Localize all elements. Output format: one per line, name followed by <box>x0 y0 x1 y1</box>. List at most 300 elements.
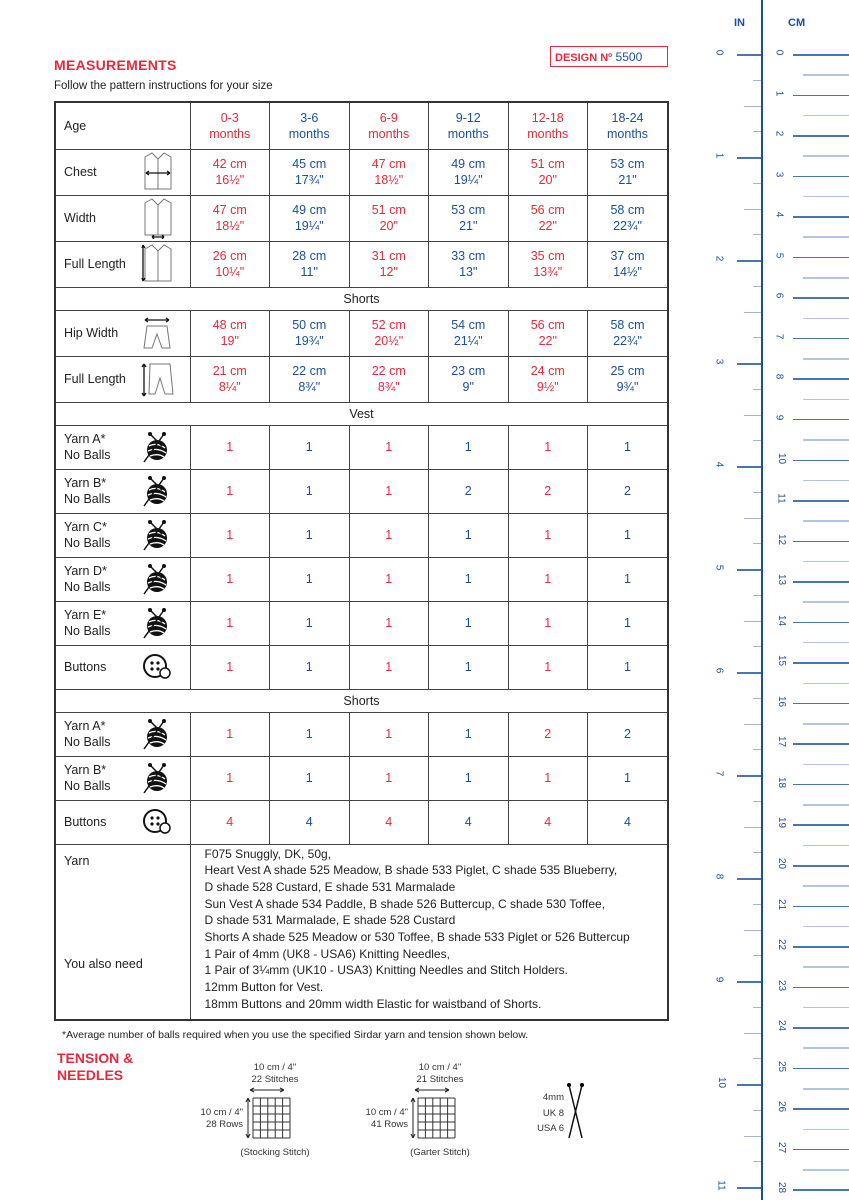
size-unit: months <box>527 126 569 141</box>
size-header <box>588 102 669 149</box>
size-range: 6-9 <box>379 110 398 125</box>
size-range: 0-3 <box>220 110 239 125</box>
section-row <box>55 402 668 425</box>
inch-value: 22¾" <box>613 219 642 233</box>
yarn-ball-icon <box>140 604 174 642</box>
cm-value: 31 cm <box>371 249 406 263</box>
inch-minor-tick <box>753 286 761 287</box>
cm-value: 54 cm <box>451 318 486 332</box>
row-label-text: No Balls <box>64 536 111 550</box>
cm-number: 7 <box>773 333 785 340</box>
inch-value: 13¾" <box>533 265 563 279</box>
inch-minor-tick <box>753 852 761 853</box>
inch-minor-tick <box>753 492 761 493</box>
table-row <box>55 469 668 513</box>
cm-number: 14 <box>776 614 788 626</box>
cm-tick <box>793 946 849 948</box>
design-number: 5500 <box>615 50 643 64</box>
cm-tick <box>793 378 849 380</box>
cm-tick <box>793 216 849 218</box>
size-range: 12-18 <box>531 110 564 125</box>
cm-value: 28 cm <box>292 249 327 263</box>
quantity-cell: 2 <box>508 712 588 756</box>
cm-number: 9 <box>773 414 785 421</box>
yarn-ball-icon <box>140 428 174 466</box>
row-label <box>55 513 190 557</box>
cm-number: 24 <box>776 1020 788 1032</box>
row-label-text: Buttons <box>64 815 107 829</box>
measurement-cell <box>190 149 270 195</box>
row-label <box>55 195 190 241</box>
cm-label: CM <box>788 17 806 29</box>
inch-tick <box>737 672 761 674</box>
quantity-cell: 1 <box>588 756 669 800</box>
measurement-cell <box>508 310 588 356</box>
row-label <box>55 645 190 689</box>
button-icon <box>140 648 174 686</box>
quantity-cell: 1 <box>508 513 588 557</box>
quantity-cell: 1 <box>429 601 509 645</box>
table-row <box>55 800 668 844</box>
inch-minor-tick <box>744 415 761 416</box>
row-label-text: Yarn D* <box>64 564 107 578</box>
cm-half-tick <box>803 155 849 157</box>
yarn-row <box>55 844 668 946</box>
table-row <box>55 425 668 469</box>
quantity-cell: 1 <box>270 469 350 513</box>
inch-number: 4 <box>713 461 725 468</box>
inch-number: 1 <box>713 152 725 159</box>
inch-value: 21" <box>459 219 478 233</box>
inch-value: 18½" <box>374 173 404 187</box>
row-label <box>55 712 190 756</box>
cm-tick <box>793 257 849 259</box>
measurement-cell <box>349 195 429 241</box>
inch-minor-tick <box>753 234 761 235</box>
quantity-cell: 1 <box>270 756 350 800</box>
row-label <box>55 557 190 601</box>
measurement-cell <box>508 149 588 195</box>
cm-half-tick <box>803 966 849 968</box>
inch-value: 21¼" <box>453 334 483 348</box>
inch-value: 9½" <box>536 380 559 394</box>
inch-value: 8¾" <box>298 380 321 394</box>
cm-number: 25 <box>776 1060 788 1072</box>
measurements-table <box>54 101 669 1021</box>
row-label-text: Yarn A* <box>64 432 106 446</box>
size-header <box>190 102 270 149</box>
inch-minor-tick <box>753 1007 761 1008</box>
cm-tick <box>793 987 849 989</box>
size-unit: months <box>447 126 489 141</box>
yarn-ball-icon <box>140 560 174 598</box>
inch-minor-tick <box>753 955 761 956</box>
section-heading: Vest <box>55 402 668 425</box>
measurement-cell <box>588 195 669 241</box>
inch-minor-tick <box>744 1136 761 1137</box>
quantity-cell: 1 <box>190 712 270 756</box>
cm-half-tick <box>803 1047 849 1049</box>
table-row <box>55 756 668 800</box>
cm-tick <box>793 662 849 664</box>
row-label: Age <box>55 102 190 149</box>
quantity-cell: 1 <box>508 645 588 689</box>
yarn-ball-icon <box>140 472 174 510</box>
knitting-needles-icon <box>564 1082 588 1140</box>
quantity-cell: 1 <box>190 557 270 601</box>
cm-value: 22 cm <box>371 364 406 378</box>
row-label-text: Chest <box>64 165 97 179</box>
quantity-cell: 1 <box>429 645 509 689</box>
inch-minor-tick <box>753 646 761 647</box>
measurement-cell <box>190 356 270 402</box>
cm-value: 49 cm <box>292 203 327 217</box>
cm-tick <box>793 906 849 908</box>
quantity-cell: 1 <box>429 712 509 756</box>
inch-value: 17¾" <box>294 173 324 187</box>
quantity-cell: 1 <box>349 513 429 557</box>
measurement-cell <box>508 356 588 402</box>
inch-tick <box>737 466 761 468</box>
inch-tick <box>737 1084 761 1086</box>
quantity-cell: 1 <box>270 645 350 689</box>
swatch-stitches: 22 Stitches <box>251 1074 299 1085</box>
quantity-cell: 1 <box>349 645 429 689</box>
cm-value: 53 cm <box>451 203 486 217</box>
cm-tick <box>793 865 849 867</box>
yarn-line: Sun Vest A shade 534 Paddle, B shade 526 Buttercup, C shade 530 Toffee, <box>204 896 606 911</box>
measurement-cell <box>190 195 270 241</box>
measurement-cell <box>588 356 669 402</box>
inch-value: 8¾" <box>377 380 400 394</box>
table-row <box>55 356 668 402</box>
swatch-grid-icon <box>410 1086 470 1142</box>
inch-number: 7 <box>713 770 725 777</box>
cm-value: 45 cm <box>292 157 327 171</box>
inch-value: 22" <box>538 219 557 233</box>
also-need-line: 12mm Button for Vest. <box>204 980 324 995</box>
cm-tick <box>793 703 849 705</box>
inch-value: 11" <box>300 265 318 279</box>
size-header <box>349 102 429 149</box>
inch-minor-tick <box>753 749 761 750</box>
measurement-cell <box>270 195 350 241</box>
cm-number: 1 <box>773 90 785 96</box>
inch-value: 19¼" <box>453 173 483 187</box>
shorts-length-icon <box>140 360 174 398</box>
cm-number: 4 <box>773 211 785 218</box>
quantity-cell: 1 <box>429 756 509 800</box>
cm-value: 25 cm <box>610 364 645 378</box>
quantity-cell: 4 <box>429 800 509 844</box>
swatch-grid-icon <box>245 1086 305 1142</box>
cm-number: 28 <box>776 1182 788 1194</box>
cm-half-tick <box>803 236 849 238</box>
yarn-line: D shade 528 Custard, E shade 531 Marmalade <box>204 879 456 894</box>
quantity-cell: 1 <box>270 712 350 756</box>
ruler <box>700 0 849 1200</box>
quantity-cell: 1 <box>190 756 270 800</box>
quantity-cell: 1 <box>349 557 429 601</box>
quantity-cell: 1 <box>190 513 270 557</box>
cm-half-tick <box>803 561 849 563</box>
cm-half-tick <box>803 723 849 725</box>
cm-tick <box>793 135 849 137</box>
inch-value: 18½" <box>215 219 245 233</box>
quantity-cell: 1 <box>588 645 669 689</box>
inch-minor-tick <box>753 1058 761 1059</box>
cm-number: 0 <box>773 49 785 56</box>
yarn-ball-icon <box>140 516 174 554</box>
inch-minor-tick <box>753 904 761 905</box>
cm-number: 16 <box>776 695 788 707</box>
cm-half-tick <box>803 277 849 279</box>
inch-value: 19¼" <box>294 219 324 233</box>
row-label <box>55 425 190 469</box>
cm-number: 2 <box>773 130 785 137</box>
swatch-rows: 41 Rows <box>371 1119 408 1130</box>
row-label-text: Yarn C* <box>64 520 107 534</box>
quantity-cell: 1 <box>429 557 509 601</box>
cm-half-tick <box>803 358 849 360</box>
design-number-box <box>550 46 668 67</box>
row-label <box>55 356 190 402</box>
row-label-text: Yarn E* <box>64 608 107 622</box>
swatch-height-label: 10 cm / 4" <box>200 1107 243 1118</box>
cm-tick <box>793 176 849 178</box>
cm-value: 22 cm <box>292 364 327 378</box>
yarn-ball-icon <box>140 715 174 753</box>
cm-tick <box>793 581 849 583</box>
cm-value: 56 cm <box>530 203 565 217</box>
quantity-cell: 1 <box>588 601 669 645</box>
swatch-rows: 28 Rows <box>206 1119 243 1130</box>
inch-tick <box>737 157 761 159</box>
quantity-cell: 1 <box>270 425 350 469</box>
size-header <box>270 102 350 149</box>
row-label-text: No Balls <box>64 735 111 749</box>
cm-half-tick <box>803 845 849 847</box>
cm-half-tick <box>803 601 849 603</box>
tension-heading <box>57 1050 133 1084</box>
row-label-text: Buttons <box>64 660 107 674</box>
cm-value: 58 cm <box>610 203 645 217</box>
inch-tick <box>737 363 761 365</box>
cm-value: 26 cm <box>212 249 247 263</box>
row-label <box>55 241 190 287</box>
instructions-text: Follow the pattern instructions for your size <box>54 80 273 92</box>
cm-value: 53 cm <box>610 157 645 171</box>
quantity-cell: 1 <box>588 425 669 469</box>
cm-value: 50 cm <box>292 318 327 332</box>
measurement-cell <box>429 149 509 195</box>
cm-number: 11 <box>775 493 787 504</box>
measurement-cell <box>429 195 509 241</box>
cm-tick <box>793 500 849 502</box>
cm-number: 26 <box>776 1101 788 1113</box>
inch-minor-tick <box>744 827 761 828</box>
quantity-cell: 4 <box>508 800 588 844</box>
row-label-text: Hip Width <box>64 326 119 340</box>
shorts-width-icon <box>140 314 174 352</box>
cm-tick <box>793 1149 849 1151</box>
cm-half-tick <box>803 1007 849 1009</box>
measurement-cell <box>190 310 270 356</box>
row-label <box>55 800 190 844</box>
inch-minor-tick <box>744 621 761 622</box>
cm-value: 51 cm <box>530 157 565 171</box>
inch-value: 10¼" <box>215 265 245 279</box>
cm-number: 15 <box>776 655 788 667</box>
also-need-line: 1 Pair of 3¼mm (UK10 - USA3) Knitting Needles and Stitch Holders. <box>204 963 568 978</box>
tension-title-line: TENSION & <box>57 1050 134 1066</box>
yarn-line: Heart Vest A shade 525 Meadow, B shade 533 Piglet, C shade 535 Blueberry, <box>204 863 618 878</box>
quantity-cell: 2 <box>588 712 669 756</box>
row-label-text: Full Length <box>64 372 126 386</box>
cm-tick <box>793 1189 849 1191</box>
table-row <box>55 195 668 241</box>
cm-half-tick <box>803 520 849 522</box>
ruler-spine <box>761 0 763 1200</box>
inch-value: 8¼" <box>218 380 241 394</box>
cm-value: 24 cm <box>530 364 565 378</box>
row-label-text: No Balls <box>64 624 111 638</box>
cm-half-tick <box>803 764 849 766</box>
quantity-cell: 1 <box>508 601 588 645</box>
cm-value: 56 cm <box>530 318 565 332</box>
quantity-cell: 4 <box>270 800 350 844</box>
cm-tick <box>793 1068 849 1070</box>
also-need-line: 18mm Buttons and 20mm width Elastic for waistband of Shorts. <box>204 996 542 1011</box>
row-label-text: Yarn A* <box>64 719 106 733</box>
inch-value: 9" <box>462 380 474 394</box>
row-label-text: No Balls <box>64 492 111 506</box>
inch-tick <box>737 54 761 56</box>
cm-number: 8 <box>773 374 785 380</box>
needle-size: UK 8 <box>542 1107 564 1119</box>
table-row <box>55 241 668 287</box>
inch-minor-tick <box>753 1110 761 1111</box>
cm-half-tick <box>803 1088 849 1090</box>
yarn-line: Shorts A shade 525 Meadow or 530 Toffee, B shade 533 Piglet or 526 Buttercup <box>204 930 630 945</box>
inch-minor-tick <box>753 183 761 184</box>
inch-minor-tick <box>744 724 761 725</box>
inch-number: 8 <box>713 873 725 880</box>
cm-number: 17 <box>776 736 788 748</box>
row-label <box>55 310 190 356</box>
measurement-cell <box>349 310 429 356</box>
measurements-heading: MEASUREMENTS <box>54 57 177 73</box>
swatch-stitch-name: (Stocking Stitch) <box>240 1147 310 1158</box>
inch-minor-tick <box>744 1033 761 1034</box>
inch-value: 20" <box>538 173 557 187</box>
inch-value: 19¾" <box>294 334 324 348</box>
row-label <box>55 601 190 645</box>
inch-minor-tick <box>753 801 761 802</box>
cm-number: 3 <box>773 171 785 177</box>
cm-half-tick <box>803 318 849 320</box>
measurement-cell <box>270 149 350 195</box>
cm-number: 20 <box>776 857 788 870</box>
cm-value: 47 cm <box>371 157 406 171</box>
quantity-cell: 2 <box>588 469 669 513</box>
section-row <box>55 287 668 310</box>
cm-value: 42 cm <box>212 157 247 171</box>
measurement-cell <box>349 241 429 287</box>
size-header <box>508 102 588 149</box>
measurement-cell <box>270 356 350 402</box>
quantity-cell: 1 <box>588 557 669 601</box>
footnote: *Average number of balls required when you use the specified Sirdar yarn and tension shown below. <box>62 1029 529 1041</box>
also-need-label: You also need <box>55 946 190 1020</box>
cm-half-tick <box>803 885 849 887</box>
cm-half-tick <box>803 439 849 441</box>
cm-half-tick <box>803 74 849 76</box>
cm-number: 22 <box>776 939 788 951</box>
cm-half-tick <box>803 196 849 198</box>
measurement-cell <box>429 356 509 402</box>
table-row <box>55 310 668 356</box>
needle-size: USA 6 <box>537 1123 564 1134</box>
row-label-text: No Balls <box>64 580 111 594</box>
cm-number: 21 <box>776 898 788 910</box>
row-label-text: Full Length <box>64 257 126 271</box>
row-label-text: No Balls <box>64 779 111 793</box>
cm-half-tick <box>803 926 849 928</box>
cm-value: 48 cm <box>212 318 247 332</box>
row-label-text: No Balls <box>64 448 111 462</box>
inch-tick <box>737 569 761 571</box>
quantity-cell: 1 <box>429 513 509 557</box>
size-header <box>429 102 509 149</box>
inch-tick <box>737 260 761 262</box>
yarn-line: F075 Snuggly, DK, 50g, <box>204 846 332 861</box>
inch-minor-tick <box>753 543 761 544</box>
size-range: 18-24 <box>611 110 644 125</box>
inch-minor-tick <box>744 930 761 931</box>
quantity-cell: 4 <box>588 800 669 844</box>
cm-value: 52 cm <box>371 318 406 332</box>
inch-number: 0 <box>713 49 725 56</box>
inch-number: 9 <box>713 976 725 983</box>
row-label-text: Yarn B* <box>64 476 107 490</box>
inch-value: 22¾" <box>613 334 642 348</box>
needle-size-labels <box>528 1090 564 1137</box>
inch-value: 21" <box>618 173 637 187</box>
quantity-cell: 1 <box>588 513 669 557</box>
inch-minor-tick <box>753 80 761 81</box>
inch-tick <box>737 878 761 880</box>
cm-half-tick <box>803 480 849 482</box>
table-row <box>55 557 668 601</box>
age-row <box>55 102 668 149</box>
cm-tick <box>793 460 849 462</box>
measurement-cell <box>588 241 669 287</box>
section-heading: Shorts <box>55 287 668 310</box>
also-need-row <box>55 946 668 1020</box>
measurement-cell <box>429 241 509 287</box>
swatch-width-label: 10 cm / 4" <box>253 1062 297 1073</box>
cm-number: 13 <box>776 574 788 586</box>
size-unit: months <box>209 126 251 141</box>
cm-number: 5 <box>773 252 785 259</box>
inch-number: 6 <box>713 667 725 674</box>
measurement-cell <box>349 149 429 195</box>
inch-value: 20" <box>379 219 398 233</box>
quantity-cell: 1 <box>349 712 429 756</box>
yarn-ball-icon <box>140 759 174 797</box>
cm-half-tick <box>803 399 849 401</box>
